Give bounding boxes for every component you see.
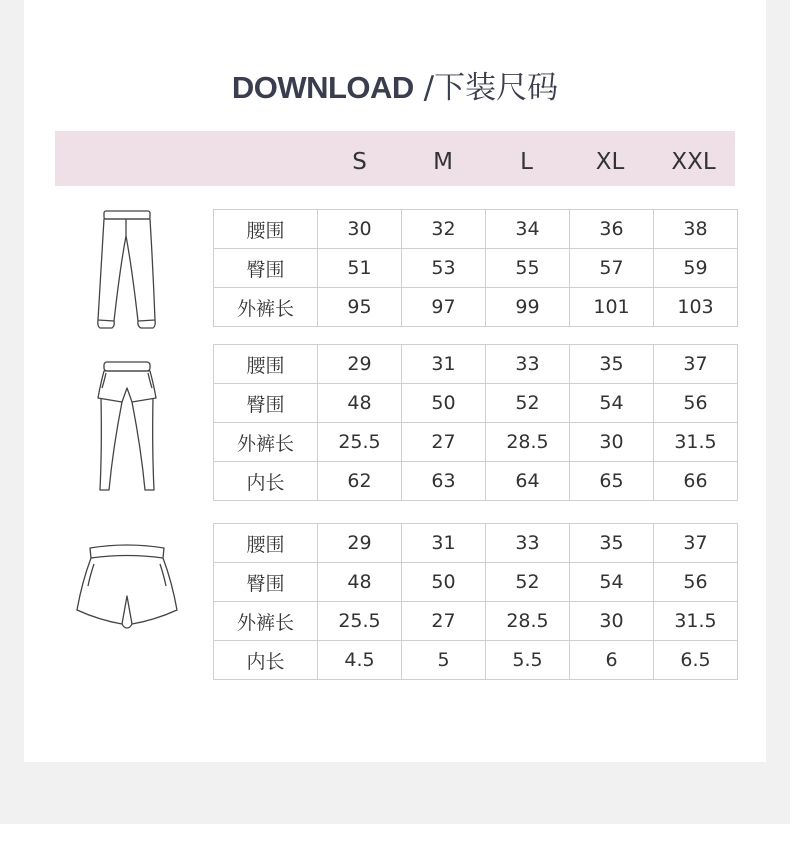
measurement-label: 臀围	[214, 384, 318, 423]
measurement-value: 53	[402, 249, 486, 288]
size-table-long-pants	[213, 209, 738, 327]
measurement-value: 66	[654, 462, 738, 501]
measurement-value: 57	[570, 249, 654, 288]
measurement-value: 63	[402, 462, 486, 501]
measurement-value: 30	[570, 423, 654, 462]
size-header-band	[55, 131, 735, 186]
measurement-value: 31	[402, 524, 486, 563]
measurement-value: 54	[570, 563, 654, 602]
measurement-value: 27	[402, 423, 486, 462]
measurement-value: 6.5	[654, 641, 738, 680]
table-row	[214, 524, 738, 563]
measurement-label: 内长	[214, 641, 318, 680]
measurement-value: 4.5	[318, 641, 402, 680]
measurement-label: 腰围	[214, 345, 318, 384]
measurement-value: 35	[570, 345, 654, 384]
measurement-value: 95	[318, 288, 402, 327]
measurement-value: 34	[486, 210, 570, 249]
measurement-value: 28.5	[486, 602, 570, 641]
measurement-value: 25.5	[318, 602, 402, 641]
measurement-value: 31.5	[654, 423, 738, 462]
measurement-value: 36	[570, 210, 654, 249]
measurement-value: 103	[654, 288, 738, 327]
long-pants-icon	[92, 208, 162, 332]
shorts-icon	[74, 542, 180, 634]
measurement-value: 99	[486, 288, 570, 327]
measurement-value: 55	[486, 249, 570, 288]
measurement-value: 51	[318, 249, 402, 288]
measurement-value: 28.5	[486, 423, 570, 462]
measurement-value: 27	[402, 602, 486, 641]
size-header-m: M	[433, 149, 453, 175]
measurement-value: 101	[570, 288, 654, 327]
bottom-strip	[0, 824, 790, 846]
measurement-value: 50	[402, 384, 486, 423]
measurement-value: 50	[402, 563, 486, 602]
size-table-shorts-leggings	[213, 344, 738, 501]
table-row	[214, 423, 738, 462]
measurement-value: 65	[570, 462, 654, 501]
table-row	[214, 288, 738, 327]
measurement-value: 59	[654, 249, 738, 288]
title-suffix: /下装尺码	[413, 70, 559, 106]
measurement-value: 64	[486, 462, 570, 501]
size-header-xxl: XXL	[671, 149, 716, 175]
measurement-value: 6	[570, 641, 654, 680]
table-row	[214, 384, 738, 423]
size-header-l: L	[520, 149, 533, 175]
measurement-value: 56	[654, 384, 738, 423]
measurement-label: 外裤长	[214, 423, 318, 462]
measurement-value: 5.5	[486, 641, 570, 680]
size-header-s: S	[352, 149, 367, 175]
measurement-label: 外裤长	[214, 288, 318, 327]
measurement-value: 33	[486, 524, 570, 563]
measurement-label: 臀围	[214, 249, 318, 288]
table-row	[214, 249, 738, 288]
measurement-value: 31.5	[654, 602, 738, 641]
title-prefix: DOWNLOAD	[231, 70, 414, 105]
table-row	[214, 210, 738, 249]
measurement-value: 32	[402, 210, 486, 249]
table-row	[214, 462, 738, 501]
measurement-value: 30	[570, 602, 654, 641]
measurement-value: 52	[486, 563, 570, 602]
shorts-over-leggings-icon	[92, 358, 162, 494]
table-row	[214, 641, 738, 680]
measurement-label: 腰围	[214, 524, 318, 563]
measurement-value: 54	[570, 384, 654, 423]
measurement-value: 35	[570, 524, 654, 563]
measurement-label: 臀围	[214, 563, 318, 602]
measurement-value: 52	[486, 384, 570, 423]
size-header-xl: XL	[595, 149, 625, 175]
measurement-label: 内长	[214, 462, 318, 501]
measurement-label: 腰围	[214, 210, 318, 249]
measurement-label: 外裤长	[214, 602, 318, 641]
measurement-value: 29	[318, 345, 402, 384]
measurement-value: 56	[654, 563, 738, 602]
size-table-shorts	[213, 523, 738, 680]
measurement-value: 31	[402, 345, 486, 384]
measurement-value: 62	[318, 462, 402, 501]
page-title	[0, 66, 790, 110]
measurement-value: 97	[402, 288, 486, 327]
measurement-value: 37	[654, 524, 738, 563]
measurement-value: 29	[318, 524, 402, 563]
measurement-value: 48	[318, 384, 402, 423]
table-row	[214, 345, 738, 384]
measurement-value: 25.5	[318, 423, 402, 462]
measurement-value: 38	[654, 210, 738, 249]
table-row	[214, 602, 738, 641]
measurement-value: 5	[402, 641, 486, 680]
table-row	[214, 563, 738, 602]
measurement-value: 37	[654, 345, 738, 384]
measurement-value: 48	[318, 563, 402, 602]
measurement-value: 30	[318, 210, 402, 249]
measurement-value: 33	[486, 345, 570, 384]
